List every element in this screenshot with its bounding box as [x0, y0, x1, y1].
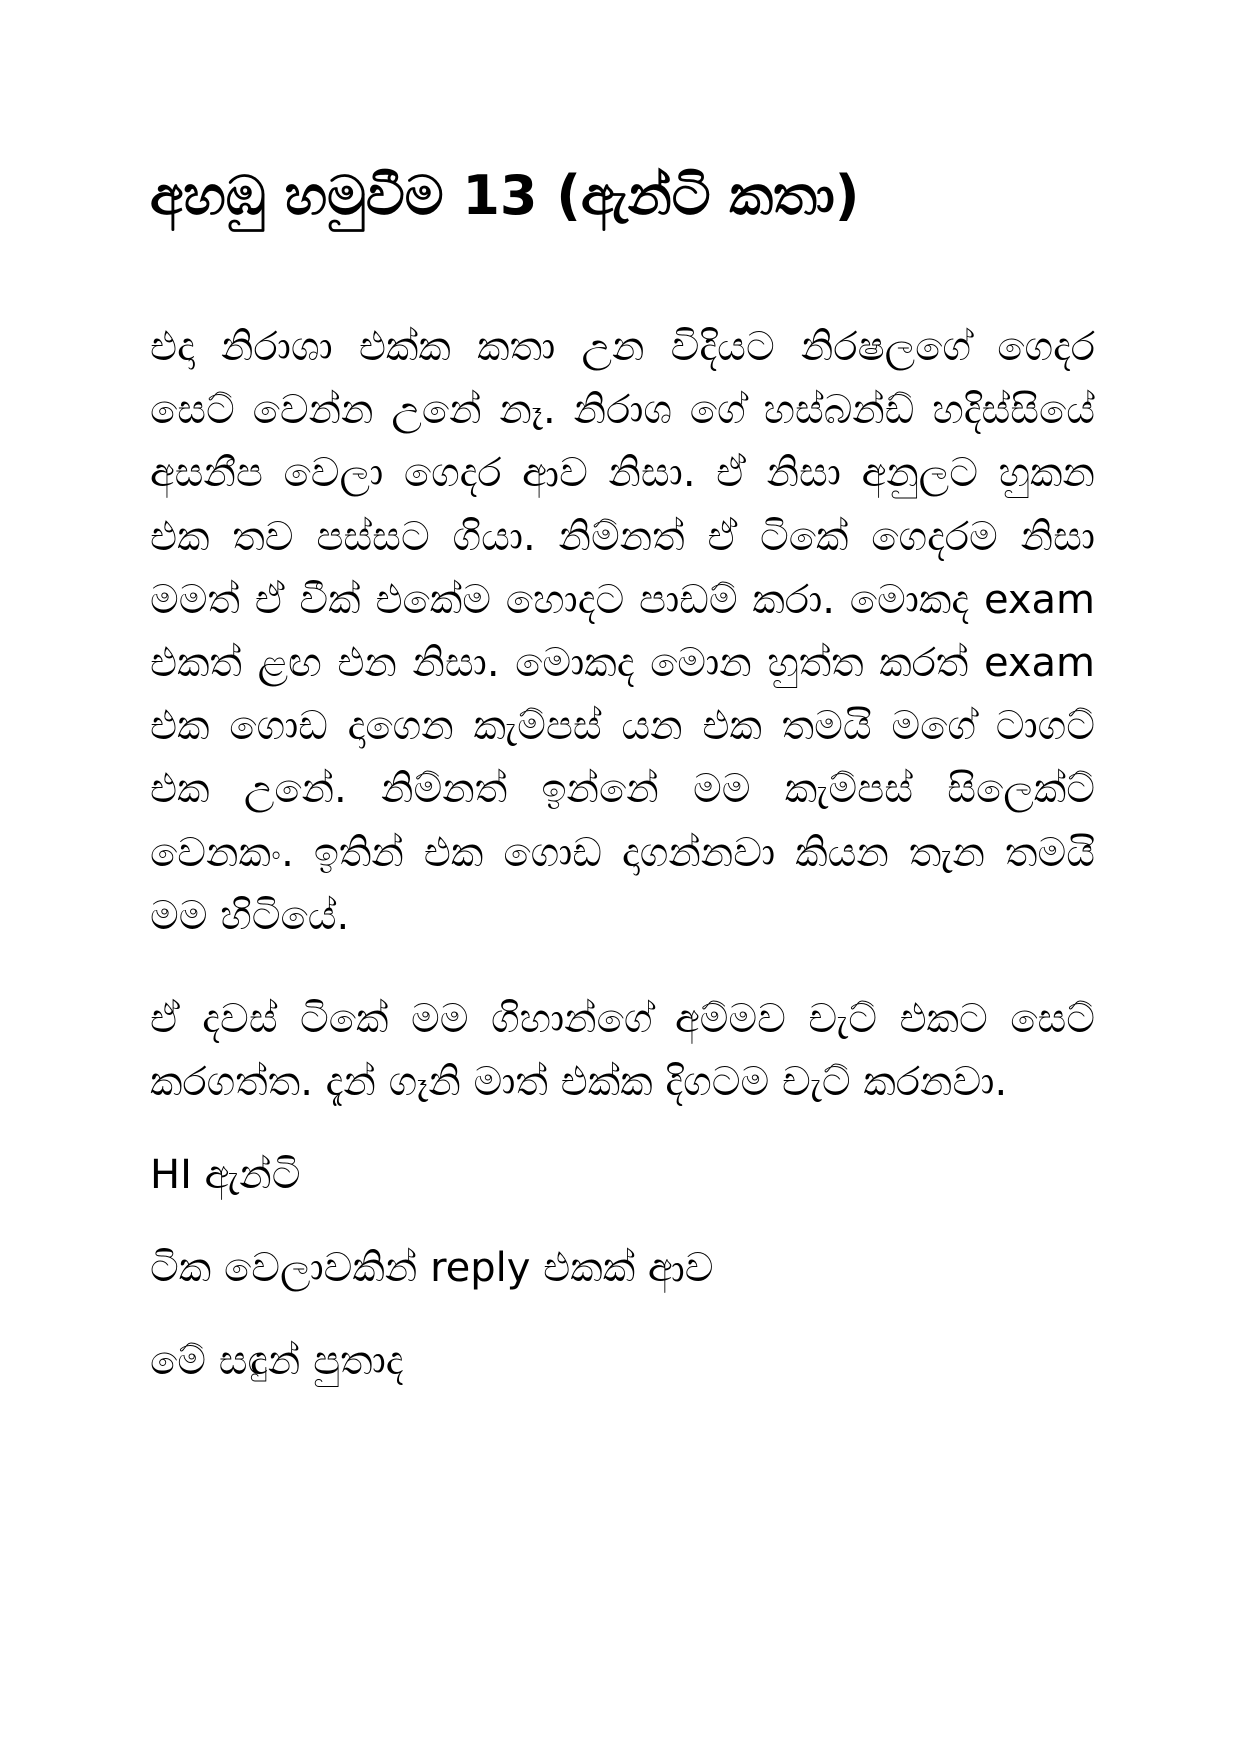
chat-line: මේ සඳුන් පුතාද: [150, 1338, 404, 1385]
paragraph: ඒ දවස් ටිකේ මම ගිහාන්ගේ අම්මව චැට් එකට සෙට් කරගත්ත. දැන් ගෑනි මාත් එක්ක දිගටම චැට් කරනවා.: [150, 996, 1095, 1106]
chat-line: HI ඇන්ටි: [150, 1152, 301, 1199]
paragraph: එදා නිරාශා එක්ක කතා උන විදියට නිරෂලගේ ගෙදර සෙට් වෙන්න උනේ නෑ. නිරාශ ගේ හස්බන්ඩ් හදිස්සියේ අසනීප වෙලා ගෙදර ආව නිසා. ඒ නිසා අනුලට හුකන එක තව පස්සට ගියා. නිම්නත් ඒ ටිකේ ගෙදරම නිසා මමත් ඒ වීක් එකේම හොදට පාඩම් කරා. මොකද exam එකත් ළඟ එන නිසා. මොකද මොන හුත්ත කරත් exam එක ගොඩ දාගෙන කැම්පස් යන එක තමයි මගේ ටාගට් එක උනේ. නිම්නත් ඉන්නේ මම කැම්පස් සිලෙක්ට් වෙනකං. ඉතින් එක ගොඩ දාගන්නවා කියන තැන තමයි මම හිටියේ.: [150, 324, 1095, 939]
narration-line: ටික වෙලාවකින් reply එකක් ආව: [150, 1245, 714, 1292]
page-title: අහඹු හමුවීම 13 (ඇන්ටි කතා): [150, 164, 860, 227]
story-body: [150, 316, 1095, 1423]
